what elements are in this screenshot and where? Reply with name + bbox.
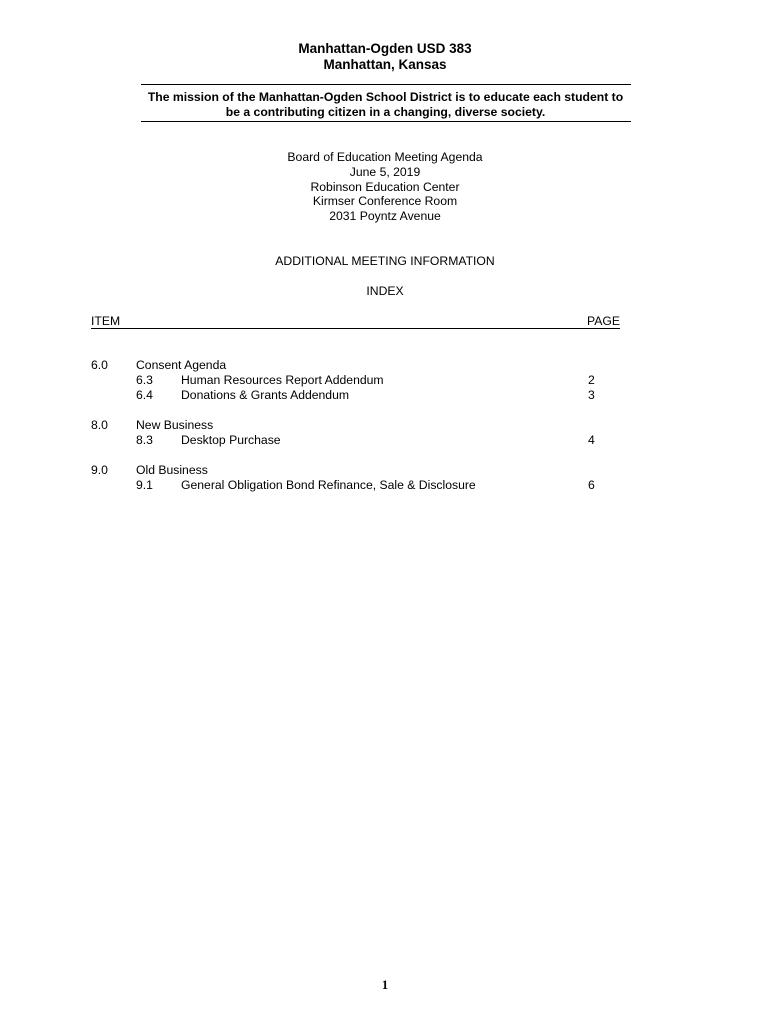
section-consent-agenda — [91, 358, 611, 403]
item-page: 2 — [588, 373, 595, 387]
item-title: Desktop Purchase — [181, 433, 281, 447]
section-title: New Business — [136, 418, 214, 432]
section-number: 6.0 — [91, 358, 108, 372]
item-page: 3 — [588, 388, 595, 402]
index-sections — [91, 358, 611, 508]
section-old-business — [91, 463, 611, 493]
mission-bottom-rule — [141, 121, 631, 122]
district-header — [0, 41, 770, 73]
item-page: 4 — [588, 433, 595, 447]
meeting-address: 2031 Poyntz Avenue — [329, 209, 441, 224]
mission-line-1: The mission of the Manhattan-Ogden School District is to educate each student to — [147, 90, 624, 104]
item-title: Donations & Grants Addendum — [181, 388, 350, 402]
mission-line-2: be a contributing citizen in a changing, diverse society. — [225, 105, 546, 119]
mission-statement — [133, 90, 638, 120]
page-column-label: PAGE — [587, 314, 620, 328]
section-new-business — [91, 418, 611, 448]
additional-info-heading: ADDITIONAL MEETING INFORMATION — [275, 254, 495, 268]
list-item — [91, 373, 611, 388]
page-number: 1 — [381, 978, 389, 992]
meeting-title: Board of Education Meeting Agenda — [287, 150, 483, 164]
item-number: 9.1 — [136, 478, 153, 492]
section-title: Consent Agenda — [136, 358, 227, 372]
section-number: 8.0 — [91, 418, 108, 432]
list-item — [91, 478, 611, 493]
meeting-info — [0, 150, 770, 224]
item-number: 6.4 — [136, 388, 153, 402]
item-number: 8.3 — [136, 433, 153, 447]
index-column-header — [91, 314, 620, 329]
item-page: 6 — [588, 478, 595, 492]
mission-top-rule — [141, 84, 631, 85]
index-heading: INDEX — [366, 284, 404, 298]
section-number: 9.0 — [91, 463, 108, 477]
item-number: 6.3 — [136, 373, 153, 387]
item-title: General Obligation Bond Refinance, Sale & Disclosure — [181, 478, 476, 492]
meeting-room: Kirmser Conference Room — [312, 194, 458, 209]
meeting-location: Robinson Education Center — [310, 179, 460, 194]
list-item — [91, 433, 611, 448]
district-name: Manhattan-Ogden USD 383 — [298, 41, 472, 56]
item-title: Human Resources Report Addendum — [181, 373, 384, 387]
meeting-date: June 5, 2019 — [349, 164, 421, 179]
item-column-label: ITEM — [91, 314, 121, 328]
district-location: Manhattan, Kansas — [323, 57, 447, 72]
list-item — [91, 388, 611, 403]
section-title: Old Business — [136, 463, 208, 477]
